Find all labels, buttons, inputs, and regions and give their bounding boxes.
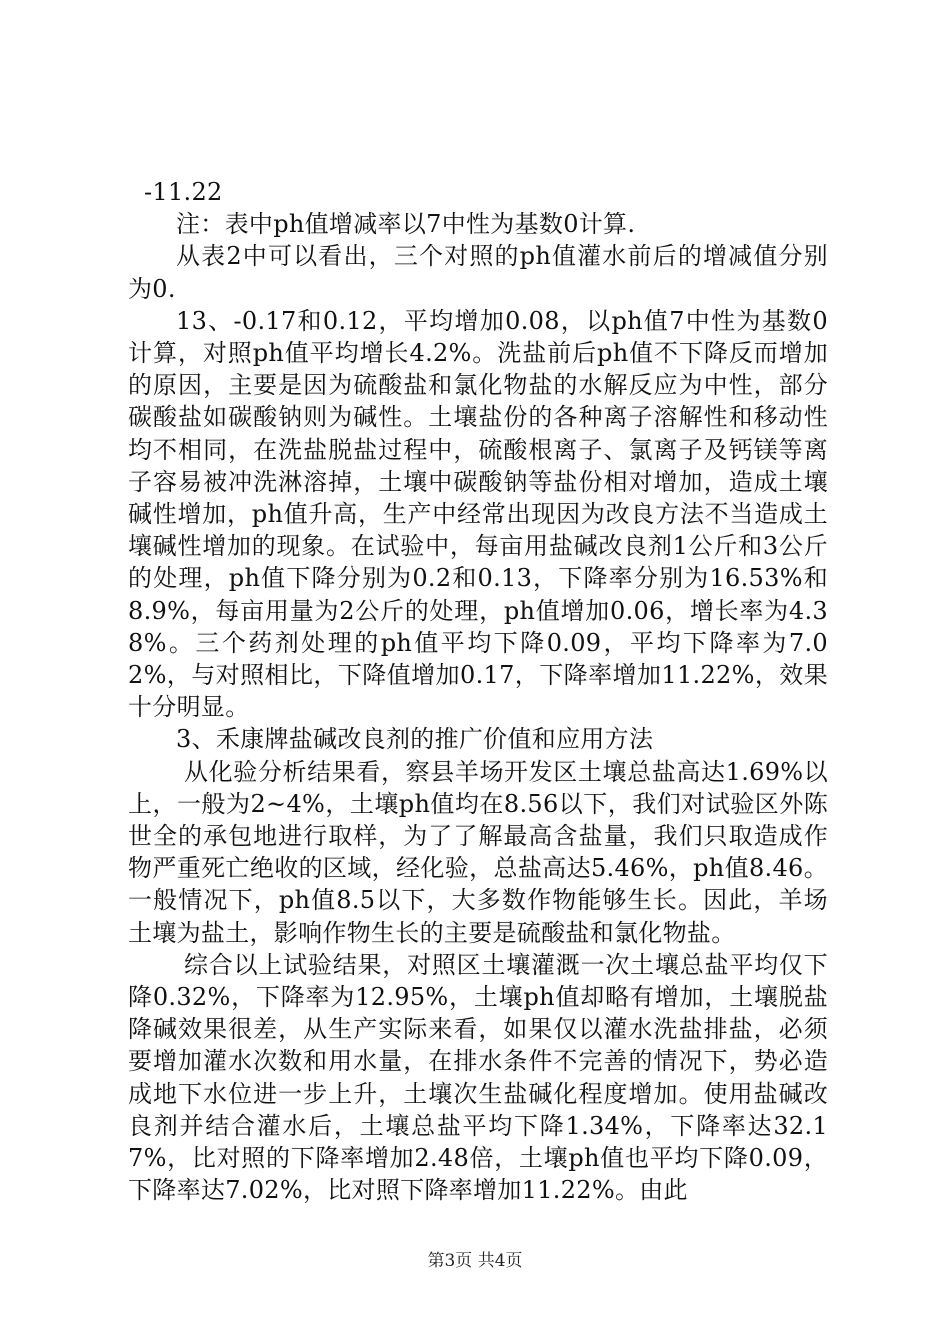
- paragraph: 13、-0.17和0.12，平均增加0.08，以ph值7中性为基数0计算，对照ph值平均增长4.2%。洗盐前后ph值不下降反而增加的原因，主要是因为硫酸盐和氯化物盐的水解反应为中性，部分碳酸盐如碳酸钠则为碱性。土壤盐份的各种离子溶解性和移动性均不相同，在洗盐脱盐过程中，硫酸根离子、氯离子及钙镁等离子容易被冲洗淋溶掉，土壤中碳酸钠等盐份相对增加，造成土壤碱性增加，ph值升高，生产中经常出现因为改良方法不当造成土壤碱性增加的现象。在试验中，每亩用盐碱改良剂1公斤和3公斤的处理，ph值下降分别为0.2和0.13，下降率分别为16.53%和8.9%，每亩用量为2公斤的处理，ph值增加0.06，增长率为4.38%。三个药剂处理的ph值平均下降0.09，平均下降率为7.02%，与对照相比，下降值增加0.17，下降率增加11.22%，效果十分明显。: [128, 306, 828, 722]
- paragraph: 从表2中可以看出，三个对照的ph值灌水前后的增减值分别为0.: [128, 242, 828, 303]
- paragraph-continuation: -11.22: [144, 178, 223, 206]
- paragraph: 从化验分析结果看，察县羊场开发区土壤总盐高达1.69%以上，一般为2~4%，土壤ph值均在8.56以下，我们对试验区外陈世全的承包地进行取样，为了了解最高含盐量，我们只取造成作物严重死亡绝收的区域，经化验，总盐高达5.46%，ph值8.46。一般情况下，ph值8.5以下，大多数作物能够生长。因此，羊场土壤为盐土，影响作物生长的主要是硫酸盐和氯化物盐。: [128, 757, 828, 947]
- table-note: 注：表中ph值增减率以7中性为基数0计算.: [176, 210, 636, 239]
- document-body: [128, 176, 828, 1207]
- page-footer: 第3页 共4页: [427, 1251, 523, 1271]
- paragraph: 综合以上试验结果，对照区土壤灌溉一次土壤总盐平均仅下降0.32%，下降率为12.95%，土壤ph值却略有增加，土壤脱盐降碱效果很差，从生产实际来看，如果仅以灌水洗盐排盐，必须要增加灌水次数和用水量，在排水条件不完善的情况下，势必造成地下水位进一步上升，土壤次生盐碱化程度增加。使用盐碱改良剂并结合灌水后，土壤总盐平均下降1.34%，下降率达32.17%，比对照的下降率增加2.48倍，土壤ph值也平均下降0.09，下降率达7.02%，比对照下降率增加11.22%。由此: [128, 950, 828, 1205]
- section-heading: 3、禾康牌盐碱改良剂的推广价值和应用方法: [176, 725, 654, 754]
